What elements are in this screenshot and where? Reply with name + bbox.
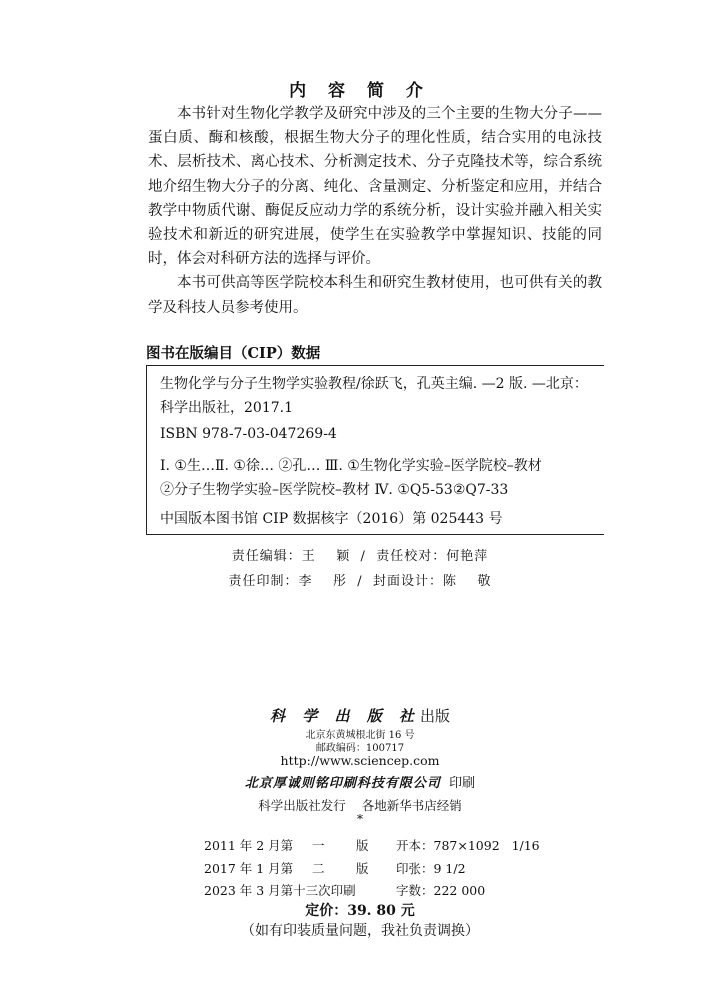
cip-classification: Ⅰ. ①生…Ⅱ. ①徐… ②孔… Ⅲ. ①生物化学实验–医学院校–教材 xyxy=(160,458,542,474)
edition-date: 2017 年 1 月第 xyxy=(204,861,294,876)
publisher-address: 北京东黄城根北街 16 号 xyxy=(305,730,415,741)
publisher-suffix: 出版 xyxy=(419,707,450,725)
edition-kind: 版 xyxy=(356,861,369,876)
edition-row xyxy=(204,836,540,854)
publisher-name: 科 学 出 版 社 xyxy=(270,707,420,725)
price: 定价：39. 80 元 xyxy=(305,903,415,919)
printer-name: 北京厚诚则铭印刷科技有限公司 xyxy=(244,776,441,791)
staff-production: 责任印制：李 彤 / 封面设计：陈 敬 xyxy=(228,574,492,589)
intro-paragraph: 本书针对生物化学教学及研究中涉及的三个主要的生物大分子——蛋白质、酶和核酸，根据生物大分子的理化性质，结合实用的电泳技术、层析技术、离心技术、分析测定技术、分子克隆技术等，综合系统地介绍生物大分子的分离、纯化、含量测定、分析鉴定和应用，并结合教学中物质代谢、酶促反应动力学的系统分析，设计实验并融入相关实验技术和新近的研究进展，使学生在实验教学中掌握知识、技能的同时，体会对科研方法的选择与评价。 xyxy=(148,106,602,268)
edition-row xyxy=(204,859,466,877)
edition-row xyxy=(204,881,485,899)
staff-editors: 责任编辑：王 颖 / 责任校对：何艳萍 xyxy=(231,549,489,564)
publisher-url: http://www.sciencep.com xyxy=(280,753,440,768)
separator-asterisk: * xyxy=(356,811,364,826)
distribution-line: 科学出版社发行 各地新华书店经销 xyxy=(258,798,462,813)
cip-bottom-rule xyxy=(146,534,604,535)
edition-date: 2011 年 2 月第 xyxy=(204,838,294,853)
cip-isbn: ISBN 978-7-03-047269-4 xyxy=(160,426,337,442)
edition-kind: 版 xyxy=(356,838,369,853)
edition-spec: 开本：787×1092 1/16 xyxy=(396,838,540,853)
edition-number: 一 xyxy=(312,838,325,853)
publisher-postcode: 邮政编码：100717 xyxy=(315,743,405,754)
edition-date: 2023 年 3 月第十三次印刷 xyxy=(204,883,356,898)
quality-notice: （如有印装质量问题，我社负责调换） xyxy=(241,923,479,939)
edition-spec: 印张：9 1/2 xyxy=(396,861,466,876)
printer-line xyxy=(0,772,720,791)
edition-number: 二 xyxy=(312,861,325,876)
cip-check-number: 中国版本图书馆 CIP 数据核字（2016）第 025443 号 xyxy=(160,511,503,527)
cip-heading: 图书在版编目（CIP）数据 xyxy=(146,345,321,362)
intro-body xyxy=(148,102,602,320)
printer-suffix: 印刷 xyxy=(449,776,476,791)
cip-title-line: 生物化学与分子生物学实验教程/徐跃飞，孔英主编. —2 版. —北京： xyxy=(160,376,588,392)
intro-paragraph: 本书可供高等医学院校本科生和研究生教材使用，也可供有关的教学及科技人员参考使用。 xyxy=(148,275,602,316)
edition-spec: 字数：222 000 xyxy=(396,883,486,898)
cip-title-line-2: 科学出版社，2017.1 xyxy=(160,400,293,416)
intro-title: 内 容 简 介 xyxy=(289,81,431,101)
publisher-line xyxy=(0,705,720,726)
cip-classification-2: ②分子生物学实验–医学院校–教材 Ⅳ. ①Q5-53②Q7-33 xyxy=(160,482,509,498)
